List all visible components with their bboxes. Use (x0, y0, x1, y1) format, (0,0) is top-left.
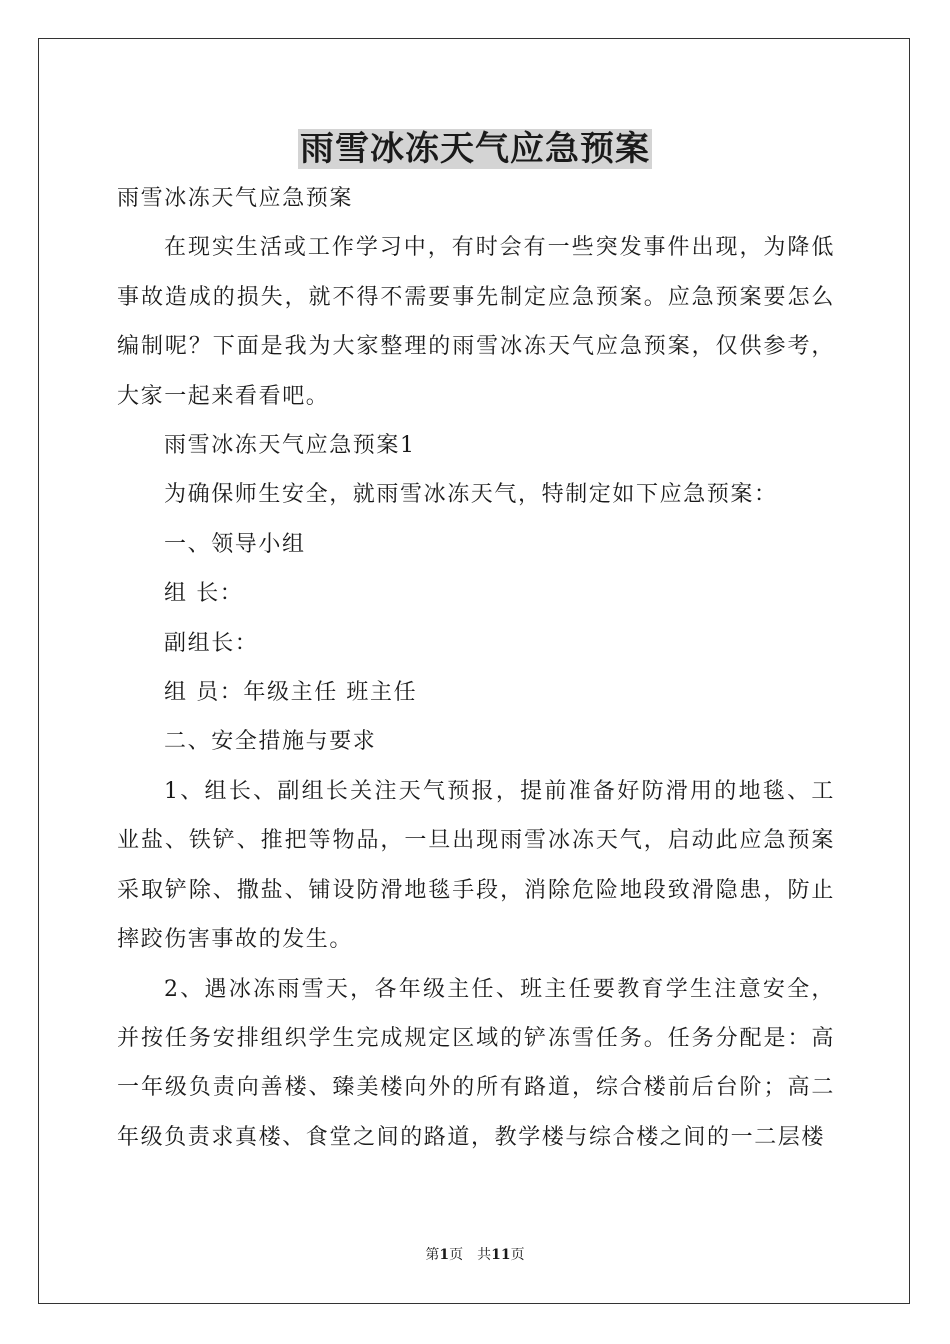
paragraph-purpose: 为确保师生安全，就雨雪冰冻天气，特制定如下应急预案： (164, 482, 778, 508)
paragraph-intro: 在现实生活或工作学习中，有时会有一些突发事件出现，为降低事故造成的损失，就不得不需要事先制定应急预案。应急预案要怎么编制呢？下面是我为大家整理的雨雪冰冻天气应急预案，仅供参考，大家一起来看看吧。 (117, 235, 835, 409)
footer-suffix: 页 (510, 1247, 525, 1263)
document-body (117, 174, 835, 1162)
paragraph-plan-heading: 雨雪冰冻天气应急预案1 (164, 433, 416, 459)
paragraph-measure-one: 1、组长、副组长关注天气预报，提前准备好防滑用的地毯、工业盐、铁铲、推把等物品，一旦出现雨雪冰冻天气，启动此应急预案采取铲除、撒盐、铺设防滑地毯手段，消除危险地段致滑隐患，防止摔跤伤害事故的发生。 (117, 778, 835, 953)
paragraph-leader: 组 长： (164, 581, 244, 607)
paragraph-section-one: 一、领导小组 (164, 531, 306, 557)
paragraph-section-two: 二、安全措施与要求 (164, 729, 377, 755)
document-title (0, 124, 950, 174)
paragraph-members: 组 员：年级主任 班主任 (164, 680, 418, 706)
paragraph-measure-two: 2、遇冰冻雨雪天，各年级主任、班主任要教育学生注意安全，并按任务安排组织学生完成规定区域的铲冻雪任务。任务分配是：高一年级负责向善楼、臻美楼向外的所有路道，综合楼前后台阶；高二年级负责求真楼、食堂之间的路道，教学楼与综合楼之间的一二层楼 (117, 976, 835, 1150)
paragraph-subtitle: 雨雪冰冻天气应急预案 (117, 186, 354, 211)
document-title-text: 雨雪冰冻天气应急预案 (300, 129, 650, 169)
footer-prefix: 第 (425, 1247, 440, 1263)
footer-total-pages: 11 (491, 1247, 511, 1263)
footer-mid: 页 共 (449, 1247, 492, 1263)
footer-current-page: 1 (439, 1247, 450, 1263)
paragraph-deputy-leader: 副组长： (164, 630, 259, 656)
page-footer (0, 1245, 950, 1265)
